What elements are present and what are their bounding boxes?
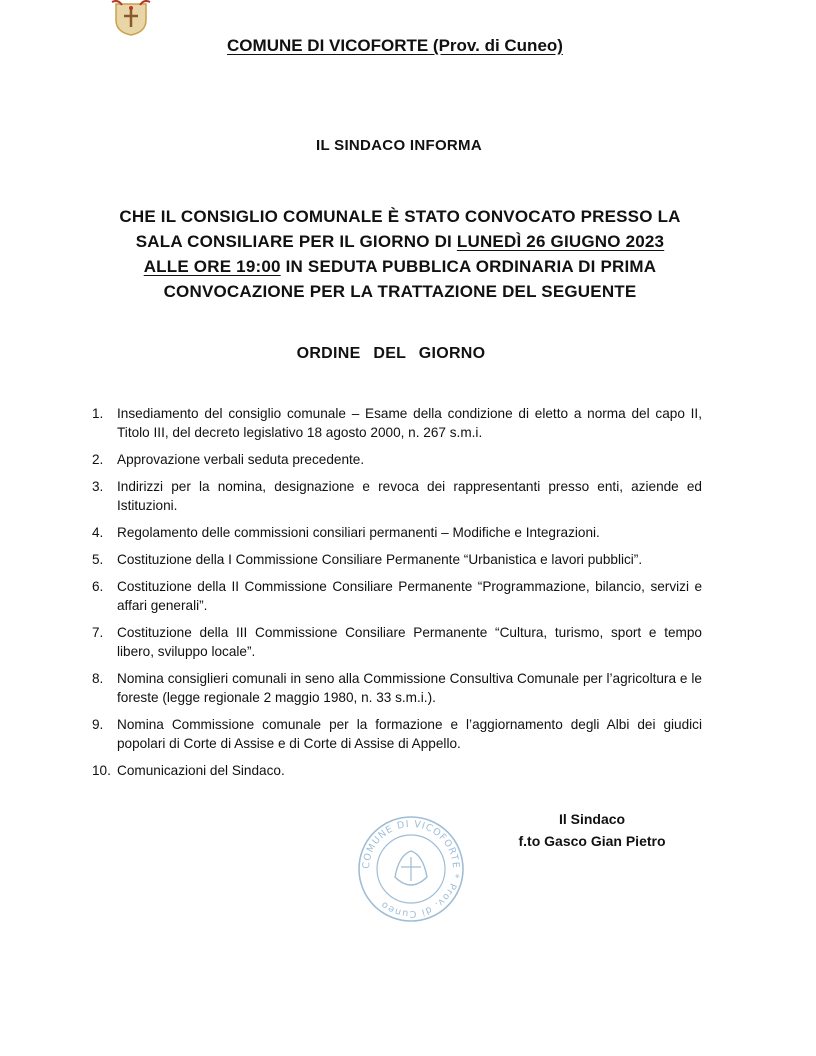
signatory-role: Il Sindaco: [558, 811, 626, 827]
meeting-date: LUNEDÌ 26 GIUGNO 2023: [456, 232, 665, 251]
agenda-item: [90, 450, 702, 469]
agenda-item-text: Costituzione della I Commissione Consiliare Permanente “Urbanistica e lavori pubblici”.: [117, 552, 643, 567]
agenda-item-text: Costituzione della II Commissione Consiliare Permanente “Programmazione, bilancio, servizi e affari generali”.: [117, 579, 702, 613]
agenda-item-text: Nomina consiglieri comunali in seno alla Commissione Consultiva Comunale per l’agricoltura e le foreste (legge regionale 2 maggio 1980, n. 33 s.m.i.).: [117, 671, 702, 705]
agenda-item: [90, 669, 702, 707]
agenda-item-text: Insediamento del consiglio comunale – Esame della condizione di eletto a norma del capo II, Titolo III, del decreto legislativo 18 agosto 2000, n. 267 s.m.i.: [117, 406, 702, 440]
notice-line-3-text: IN SEDUTA PUBBLICA ORDINARIA DI PRIMA: [280, 257, 657, 276]
stamp-text: COMUNE DI VICOFORTE * Prov. di Cuneo: [360, 818, 462, 920]
agenda-item: [90, 477, 702, 515]
notice-line-4: CONVOCAZIONE PER LA TRATTAZIONE DEL SEGUENTE: [163, 282, 637, 301]
signature-block: [470, 808, 714, 852]
agenda-item-number: 9.: [92, 717, 104, 732]
notice-line-1: CHE IL CONSIGLIO COMUNALE È STATO CONVOCATO PRESSO LA: [119, 207, 681, 226]
municipality-header: [0, 36, 790, 56]
agenda-list: [90, 404, 702, 788]
agenda-item: [90, 523, 702, 542]
agenda-item-number: 2.: [92, 452, 104, 467]
notice-line-2: [72, 229, 728, 254]
meeting-time: ALLE ORE 19:00: [143, 257, 281, 276]
agenda-item-number: 6.: [92, 579, 104, 594]
agenda-item-text: Costituzione della III Commissione Consiliare Permanente “Cultura, turismo, sport e tempo libero, sviluppo locale”.: [117, 625, 702, 659]
agenda-item-number: 4.: [92, 525, 104, 540]
agenda-item: [90, 715, 702, 753]
agenda-item: [90, 550, 702, 569]
official-stamp-icon: [355, 815, 467, 923]
notice-line-3: [72, 254, 728, 279]
mayor-informs-heading: IL SINDACO INFORMA: [316, 137, 482, 154]
agenda-item: [90, 623, 702, 661]
convocation-notice: [72, 204, 728, 304]
agenda-item-number: 5.: [92, 552, 104, 567]
agenda-item: [90, 404, 702, 442]
agenda-item-text: Nomina Commissione comunale per la formazione e l’aggiornamento degli Albi dei giudici popolari di Corte di Assise e di Corte di Assise di Appello.: [117, 717, 702, 751]
agenda-item-text: Indirizzi per la nomina, designazione e revoca dei rappresentanti presso enti, aziende ed Istituzioni.: [117, 479, 702, 513]
signatory-name: f.to Gasco Gian Pietro: [518, 833, 666, 849]
municipality-title: COMUNE DI VICOFORTE (Prov. di Cuneo): [227, 36, 563, 55]
agenda-item-text: Regolamento delle commissioni consiliari permanenti – Modifiche e Integrazioni.: [117, 525, 600, 540]
agenda-item-number: 7.: [92, 625, 104, 640]
agenda-item: [90, 577, 702, 615]
coat-of-arms-icon: [108, 0, 154, 36]
agenda-title: ORDINE DEL GIORNO: [296, 345, 486, 362]
notice-line-2-text: SALA CONSILIARE PER IL GIORNO DI: [135, 232, 457, 251]
agenda-item-number: 3.: [92, 479, 104, 494]
agenda-item-text: Comunicazioni del Sindaco.: [117, 763, 285, 778]
agenda-item-number: 8.: [92, 671, 104, 686]
agenda-item-number: 1.: [92, 406, 104, 421]
agenda-item-number: 10.: [92, 763, 111, 778]
agenda-item: [90, 761, 702, 780]
agenda-item-text: Approvazione verbali seduta precedente.: [117, 452, 365, 467]
